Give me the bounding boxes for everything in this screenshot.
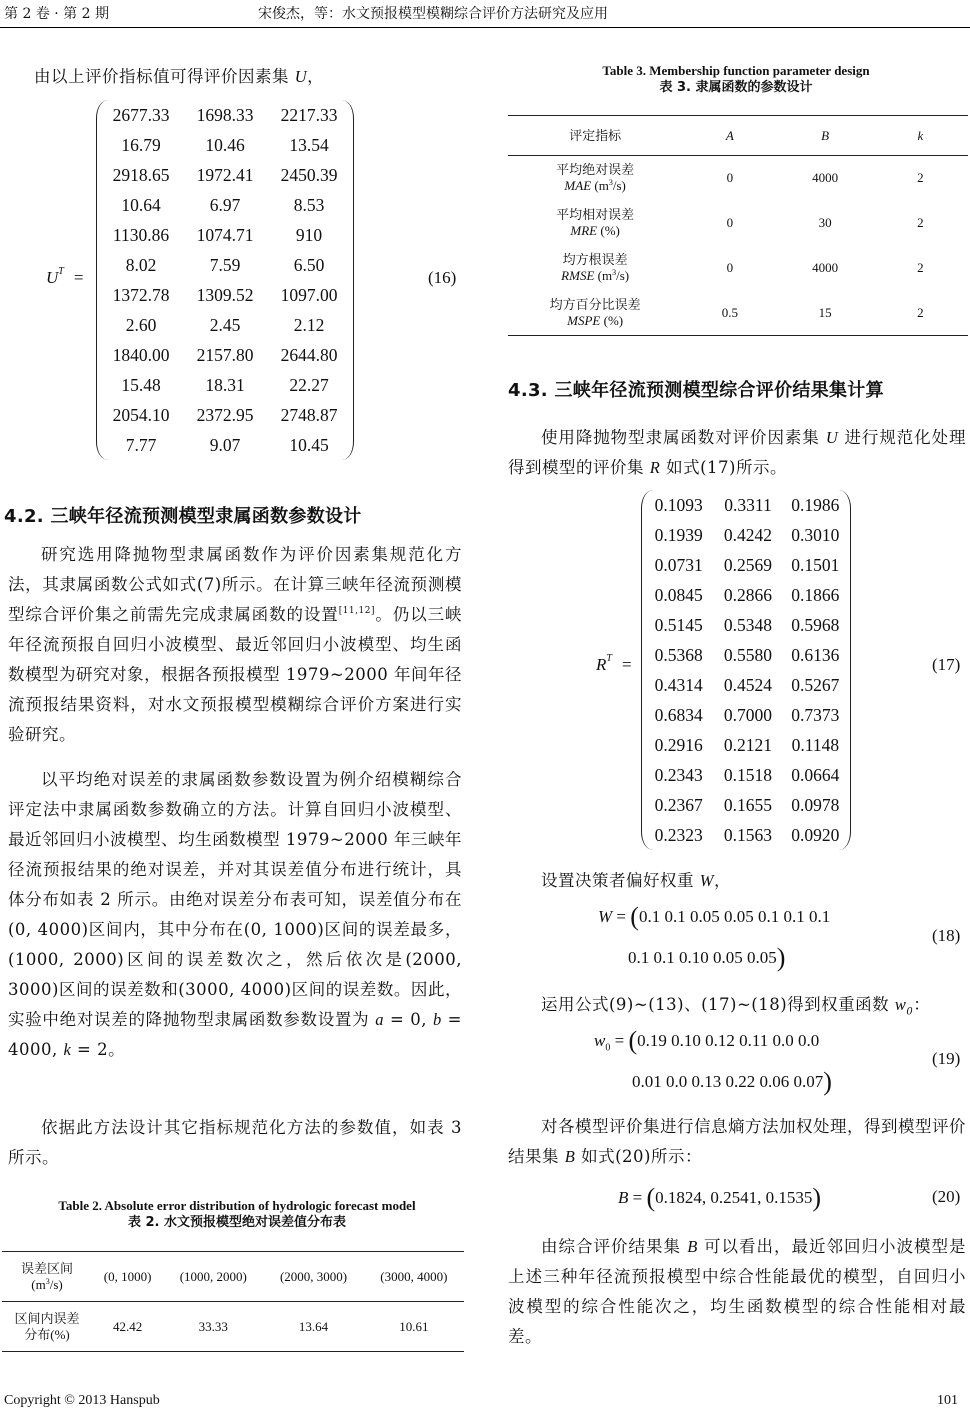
matrix-cell: 7.77 bbox=[125, 434, 157, 455]
table-3-param-k: 2 bbox=[917, 170, 924, 186]
table-2-value: 33.33 bbox=[198, 1318, 228, 1334]
matrix-cell: 1698.33 bbox=[196, 104, 254, 125]
matrix-cell: 0.2916 bbox=[654, 734, 703, 755]
matrix-row bbox=[99, 220, 351, 250]
table-3-param-a: 0 bbox=[726, 170, 734, 186]
table-2-header-label: 误差区间 $(m^3/s)$ bbox=[20, 1260, 73, 1292]
matrix-cell: 7.59 bbox=[209, 254, 241, 275]
table-3 bbox=[508, 115, 968, 336]
table-3-param-a: 0 bbox=[726, 260, 734, 275]
table-3-param-b: 15 bbox=[818, 304, 832, 320]
matrix-r bbox=[641, 490, 851, 850]
equation-19-line2: 0.01 0.0 0.13 0.22 0.06 0.07) bbox=[632, 1067, 832, 1096]
matrix-cell: 10.45 bbox=[289, 434, 329, 455]
matrix-row bbox=[644, 490, 848, 520]
matrix-cell: 2.12 bbox=[293, 314, 325, 335]
matrix-row bbox=[99, 400, 351, 430]
matrix-cell: 0.1655 bbox=[723, 794, 773, 815]
section-heading-4-2: 4.2. 三峡年径流预测模型隶属函数参数设计 bbox=[4, 506, 362, 527]
matrix-cell: 0.5368 bbox=[654, 644, 703, 665]
table-3-indicator: 均方百分比误差 MSPE (%) bbox=[549, 296, 641, 328]
table-3-param-a: 0.5 bbox=[721, 304, 738, 320]
table-2-data-row bbox=[2, 1302, 464, 1352]
matrix-cell: 8.02 bbox=[125, 254, 157, 275]
table-3-row bbox=[508, 291, 968, 336]
matrix-row bbox=[99, 160, 351, 190]
matrix-cell: 0.7000 bbox=[723, 704, 773, 725]
matrix-row bbox=[99, 370, 351, 400]
table-3-indicator: 平均相对误差 MRE (%) bbox=[556, 207, 635, 238]
page-header bbox=[0, 0, 970, 28]
matrix-cell: 0.1866 bbox=[791, 584, 840, 605]
matrix-cell: 22.27 bbox=[289, 374, 329, 395]
matrix-cell: 0.5348 bbox=[723, 614, 773, 635]
table-3-param-a: 0 bbox=[726, 215, 734, 230]
matrix-cell: 0.1518 bbox=[723, 764, 773, 785]
matrix-row bbox=[99, 100, 351, 130]
matrix-row bbox=[99, 310, 351, 340]
matrix-cell: 0.1501 bbox=[791, 554, 840, 575]
table-3-param-b: 4000 bbox=[812, 260, 839, 275]
matrix-cell: 0.0920 bbox=[791, 824, 840, 845]
table-3-param-b: 30 bbox=[818, 215, 832, 230]
intro-paragraph: 由以上评价指标值可得评价因素集 U， bbox=[34, 67, 325, 86]
paragraph-weight-function: 运用公式(9)~(13)、(17)~(18)得到权重函数 $w_0$： bbox=[541, 995, 931, 1018]
table-3-header: k bbox=[917, 127, 924, 143]
table-2-header-row bbox=[2, 1252, 464, 1302]
matrix-cell: 2.60 bbox=[125, 314, 157, 335]
copyright-notice: Copyright © 2013 Hanspub bbox=[4, 1393, 160, 1408]
table-2-value: 42.42 bbox=[112, 1318, 143, 1334]
table-3-param-k: 2 bbox=[917, 260, 924, 275]
matrix-cell: 910 bbox=[295, 224, 323, 245]
page-number: 101 bbox=[937, 1393, 958, 1408]
table-2-value: 10.61 bbox=[399, 1318, 429, 1334]
matrix-cell: 0.1093 bbox=[654, 494, 703, 515]
matrix-cell: 13.54 bbox=[289, 134, 329, 155]
table-2-caption: Table 2. Absolute error distribution of hydrologic forecast model 表 2. 水文预报模型绝对误差值分布表 bbox=[58, 1198, 416, 1230]
matrix-cell: 2918.65 bbox=[112, 164, 170, 185]
matrix-u-lhs: $U^T$ = bbox=[46, 266, 84, 287]
table-2-interval: (1000, 2000) bbox=[179, 1268, 247, 1284]
matrix-cell: 2217.33 bbox=[280, 104, 338, 125]
equation-18-line2: 0.1 0.1 0.10 0.05 0.05) bbox=[628, 943, 786, 972]
equation-number: (18) bbox=[932, 926, 961, 945]
matrix-row bbox=[644, 760, 848, 790]
matrix-cell: 0.3010 bbox=[791, 524, 840, 545]
paragraph-table3-ref: 依据此方法设计其它指标规范化方法的参数值，如表 3 所示。 bbox=[8, 1118, 462, 1167]
table-3-row bbox=[508, 246, 968, 291]
matrix-cell: 2372.95 bbox=[196, 404, 254, 425]
citation[interactable]: [11,12] bbox=[338, 606, 375, 616]
matrix-row bbox=[99, 280, 351, 310]
matrix-cell: 1309.52 bbox=[196, 284, 254, 305]
matrix-cell: 10.64 bbox=[121, 194, 161, 215]
matrix-cell: 2450.39 bbox=[280, 164, 338, 185]
running-title: 宋俊杰，等：水文预报模型模糊综合评价方法研究及应用 bbox=[258, 6, 608, 22]
matrix-row bbox=[644, 580, 848, 610]
equation-number: (19) bbox=[932, 1049, 961, 1068]
equation-18-line1: W = (0.1 0.1 0.05 0.05 0.1 0.1 0.1 bbox=[598, 902, 831, 931]
matrix-row bbox=[644, 820, 848, 850]
matrix-row bbox=[644, 670, 848, 700]
matrix-cell: 1840.00 bbox=[112, 344, 170, 365]
matrix-cell: 1097.00 bbox=[280, 284, 338, 305]
table-2-value: 13.64 bbox=[298, 1318, 329, 1334]
matrix-cell: 0.4314 bbox=[654, 674, 703, 695]
matrix-cell: 0.4242 bbox=[723, 524, 773, 545]
equation-19-line1: $w_0 = (0.19$ 0.10 0.12 0.11 0.0 0.0 bbox=[594, 1026, 820, 1055]
table-2-interval: (3000, 4000) bbox=[380, 1268, 448, 1284]
table-3-param-k: 2 bbox=[917, 215, 924, 230]
matrix-cell: 0.0664 bbox=[791, 764, 840, 785]
matrix-row bbox=[99, 340, 351, 370]
table-3-row bbox=[508, 201, 968, 246]
matrix-u bbox=[96, 100, 354, 460]
matrix-cell: 2644.80 bbox=[280, 344, 338, 365]
matrix-cell: 0.0845 bbox=[654, 584, 703, 605]
matrix-cell: 9.07 bbox=[209, 434, 241, 455]
matrix-cell: 18.31 bbox=[205, 374, 245, 395]
matrix-row bbox=[644, 610, 848, 640]
paragraph-mae-example: 以平均绝对误差的隶属函数参数设置为例介绍模糊综合评定法中隶属函数参数确立的方法。计算自回归小波模型、最近邻回归小波模型、均生函数模型 1979~2000 年三峡年径流预报结果的绝对误差，并对其误差值分布进行统计，具体分布如表 2 所示。由绝对误差分布表可知，误差值分布在(0, 4000)区间内，其中分布在(0, 1000)区间的误差最多，(1000, 2000)区间的误差数次之，然后依次是(2000, 3000)区间的误差数和(3000, 4000)区间的误差数。因此，实验中绝对误差的降抛物型隶属函数参数设置为 a = 0, b = 4000, k = 2。 bbox=[8, 770, 462, 1059]
matrix-cell: 0.2323 bbox=[654, 824, 703, 845]
matrix-cell: 0.0978 bbox=[791, 794, 840, 815]
matrix-row bbox=[644, 550, 848, 580]
matrix-cell: 2.45 bbox=[209, 314, 241, 335]
matrix-cell: 16.79 bbox=[121, 134, 161, 155]
equation-16 bbox=[8, 98, 462, 462]
matrix-cell: 2677.33 bbox=[112, 104, 170, 125]
equation-number: (16) bbox=[428, 268, 457, 287]
paragraph-entropy-weighting: 对各模型评价集进行信息熵方法加权处理，得到模型评价结果集 B 如式(20)所示： bbox=[508, 1117, 966, 1166]
matrix-cell: 10.46 bbox=[205, 134, 245, 155]
matrix-row bbox=[644, 730, 848, 760]
table-3-indicator: 均方根误差 RMSE $(m^3/s)$ bbox=[561, 252, 630, 283]
matrix-cell: 2157.80 bbox=[196, 344, 254, 365]
paragraph-preference-weights: 设置决策者偏好权重 W， bbox=[541, 871, 731, 890]
matrix-cell: 0.0731 bbox=[654, 554, 703, 575]
matrix-r-lhs: $R^T$ = bbox=[596, 653, 632, 674]
matrix-cell: 0.5145 bbox=[654, 614, 703, 635]
table-2-interval: (2000, 3000) bbox=[279, 1268, 348, 1284]
matrix-cell: 6.50 bbox=[293, 254, 325, 275]
table-2 bbox=[2, 1251, 464, 1352]
matrix-row bbox=[644, 520, 848, 550]
matrix-cell: 0.6834 bbox=[654, 704, 703, 725]
matrix-row bbox=[99, 190, 351, 220]
matrix-cell: 0.1563 bbox=[723, 824, 773, 845]
equation-17 bbox=[508, 490, 966, 852]
journal-issue: 第 2 卷 · 第 2 期 bbox=[4, 6, 109, 22]
table-3-caption: Table 3. Membership function parameter design 表 3. 隶属函数的参数设计 bbox=[602, 63, 870, 95]
matrix-row bbox=[644, 640, 848, 670]
table-3-param-k: 2 bbox=[917, 304, 924, 320]
matrix-cell: 0.2121 bbox=[723, 734, 773, 755]
equation-number: (20) bbox=[932, 1187, 961, 1206]
matrix-cell: 0.6136 bbox=[791, 644, 840, 665]
matrix-cell: 0.5580 bbox=[723, 644, 773, 665]
matrix-cell: 1074.71 bbox=[196, 224, 254, 245]
matrix-cell: 6.97 bbox=[209, 194, 241, 215]
matrix-cell: 0.1939 bbox=[654, 524, 703, 545]
matrix-cell: 0.2367 bbox=[654, 794, 703, 815]
paragraph-normalization: 使用降抛物型隶属函数对评价因素集 U 进行规范化处理得到模型的评价集 R 如式(17)所示。 bbox=[508, 428, 966, 477]
matrix-row bbox=[99, 130, 351, 160]
matrix-cell: 15.48 bbox=[121, 374, 161, 395]
matrix-cell: 1972.41 bbox=[196, 164, 254, 185]
matrix-cell: 8.53 bbox=[293, 194, 325, 215]
matrix-row bbox=[644, 790, 848, 820]
paragraph-membership-intro: 研究选用降抛物型隶属函数作为评价因素集规范化方法，其隶属函数公式如式(7)所示。在计算三峡年径流预测模型综合评价集之前需先完成隶属函数的设置[11,12]。仍以三峡年径流预报自回归小波模型、最近邻回归小波模型、均生函数模型为研究对象，根据各预报模型 1979~2000 年间年径流预报结果资料，对水文预报模型模糊综合评价方案进行实验研究。 bbox=[8, 545, 463, 744]
table-3-param-b: 4000 bbox=[812, 170, 839, 186]
matrix-cell: 2748.87 bbox=[280, 404, 338, 425]
matrix-row bbox=[99, 250, 351, 280]
matrix-cell: 0.2343 bbox=[654, 764, 703, 785]
matrix-cell: 0.7373 bbox=[791, 704, 840, 725]
matrix-cell: 0.1148 bbox=[791, 734, 840, 755]
matrix-row bbox=[644, 700, 848, 730]
matrix-cell: 2054.10 bbox=[112, 404, 170, 425]
table-3-indicator: 平均绝对误差 MAE $(m^3/s)$ bbox=[556, 162, 635, 194]
paragraph-conclusion: 由综合评价结果集 B 可以看出，最近邻回归小波模型是上述三种年径流预报模型中综合性能最优的模型，自回归小波模型的综合性能次之，均生函数模型的综合性能相对最差。 bbox=[508, 1237, 966, 1346]
table-3-header: A bbox=[725, 127, 734, 143]
matrix-cell: 0.4524 bbox=[723, 674, 773, 695]
matrix-cell: 1130.86 bbox=[112, 224, 170, 245]
matrix-row bbox=[99, 430, 351, 460]
matrix-cell: 0.3311 bbox=[724, 494, 772, 515]
table-3-header-row bbox=[508, 116, 968, 156]
matrix-cell: 0.5267 bbox=[791, 674, 840, 695]
matrix-cell: 0.2569 bbox=[723, 554, 773, 575]
matrix-cell: 0.2866 bbox=[723, 584, 773, 605]
table-2-row-label: 区间内误差 分布(%) bbox=[14, 1310, 80, 1342]
equation-20: B = (0.1824, 0.2541, 0.1535) bbox=[618, 1183, 822, 1212]
equation-number: (17) bbox=[932, 655, 961, 674]
matrix-cell: 0.5968 bbox=[791, 614, 840, 635]
table-3-header: B bbox=[821, 127, 830, 143]
matrix-cell: 1372.78 bbox=[112, 284, 170, 305]
table-3-row bbox=[508, 156, 968, 201]
table-3-header: 评定指标 bbox=[569, 127, 622, 143]
section-heading-4-3: 4.3. 三峡年径流预测模型综合评价结果集计算 bbox=[508, 380, 884, 401]
table-2-interval: (0, 1000) bbox=[103, 1268, 152, 1284]
matrix-cell: 0.1986 bbox=[791, 494, 840, 515]
